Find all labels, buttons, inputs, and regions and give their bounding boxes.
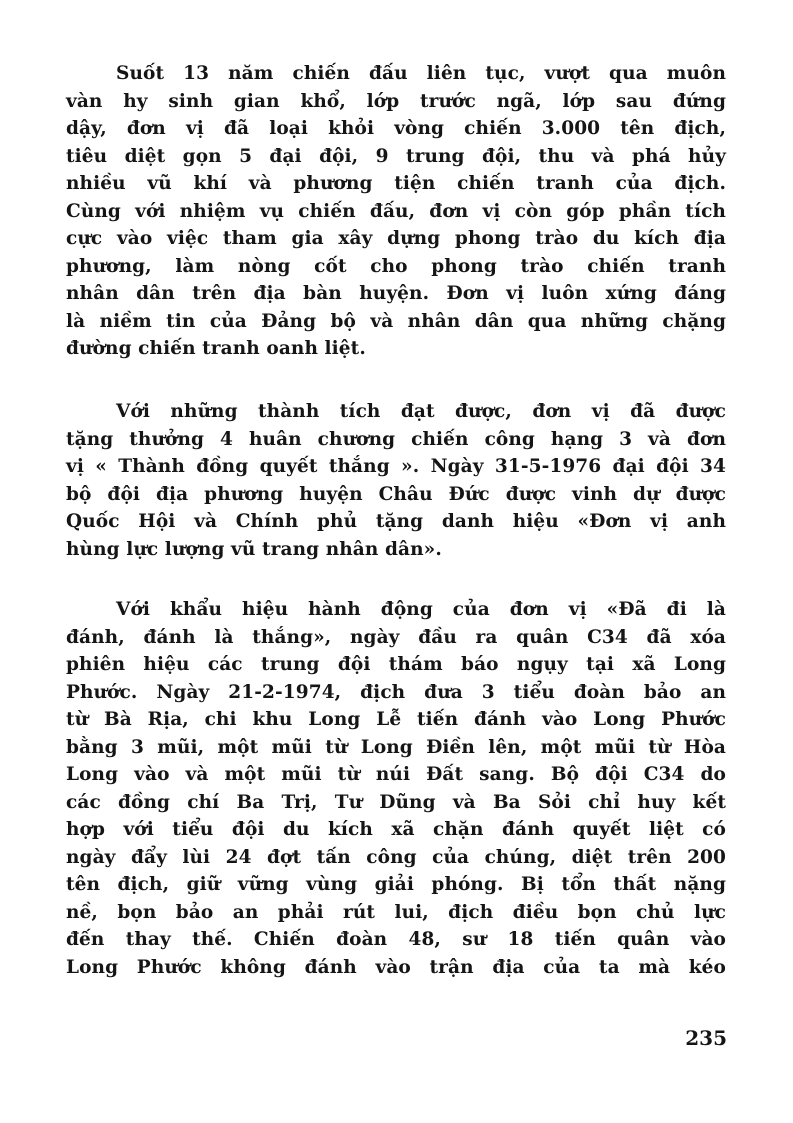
text-line: Phước. Ngày 21-2-1974, địch đưa 3 tiểu đoàn bảo an	[66, 681, 726, 703]
text-line: vàn hy sinh gian khổ, lớp trước ngã, lớp sau đứng	[66, 90, 726, 112]
text-line: Với khẩu hiệu hành động của đơn vị «Đã đi là	[116, 599, 726, 620]
text-line: bộ đội địa phương huyện Châu Đức được vinh dự được	[66, 483, 726, 505]
text-line: đường chiến tranh oanh liệt.	[66, 338, 366, 359]
text-line: Suốt 13 năm chiến đấu liên tục, vượt qua muôn	[116, 63, 726, 84]
text-line: tiêu diệt gọn 5 đại đội, 9 trung đội, thu và phá hủy	[66, 145, 726, 167]
text-line: Long Phước không đánh vào trận địa của ta mà kéo	[66, 956, 726, 978]
text-line: phương, làm nòng cốt cho phong trào chiến tranh	[66, 255, 726, 277]
text-line: tặng thưởng 4 huân chương chiến công hạng 3 và đơn	[66, 428, 726, 450]
text-line: Quốc Hội và Chính phủ tặng danh hiệu «Đơn vị anh	[66, 511, 726, 532]
text-line: hợp với tiểu đội du kích xã chặn đánh quyết liệt có	[66, 819, 726, 840]
text-line: dậy, đơn vị đã loại khỏi vòng chiến 3.000 tên địch,	[66, 118, 726, 139]
text-line: phiên hiệu các trung đội thám báo ngụy tại xã Long	[66, 654, 726, 675]
text-line: nhân dân trên địa bàn huyện. Đơn vị luôn xứng đáng	[66, 283, 726, 304]
text-line: ngày đẩy lùi 24 đợt tấn công của chúng, diệt trên 200	[66, 846, 726, 868]
text-line: Long vào và một mũi từ núi Đất sang. Bộ đội C34 do	[66, 764, 726, 785]
text-line: cực vào việc tham gia xây dựng phong trào du kích địa	[66, 228, 726, 249]
text-line: từ Bà Rịa, chi khu Long Lễ tiến đánh vào Long Phước	[66, 709, 726, 730]
paragraph-3	[66, 596, 726, 981]
text-line: nề, bọn bảo an phải rút lui, địch điều bọn chủ lực	[66, 901, 726, 923]
text-line: đến thay thế. Chiến đoàn 48, sư 18 tiến quân vào	[66, 929, 726, 950]
paragraph-1	[66, 60, 726, 363]
text-line: Cùng với nhiệm vụ chiến đấu, đơn vị còn góp phần tích	[66, 200, 726, 222]
text-line: bằng 3 mũi, một mũi từ Long Điền lên, một mũi từ Hòa	[66, 736, 726, 758]
text-line: đánh, đánh là thắng», ngày đầu ra quân C34 đã xóa	[66, 626, 726, 648]
text-line: các đồng chí Ba Trị, Tư Dũng và Ba Sỏi chỉ huy kết	[66, 791, 726, 813]
paragraph-2	[66, 398, 726, 563]
text-line: hùng lực lượng vũ trang nhân dân».	[66, 538, 442, 560]
text-line: tên địch, giữ vững vùng giải phóng. Bị tổn thất nặng	[66, 874, 726, 895]
text-line: nhiều vũ khí và phương tiện chiến tranh của địch.	[66, 173, 726, 194]
text-line: là niềm tin của Đảng bộ và nhân dân qua những chặng	[66, 310, 726, 332]
text-line: vị « Thành đồng quyết thắng ». Ngày 31-5-1976 đại đội 34	[66, 456, 726, 477]
text-line: Với những thành tích đạt được, đơn vị đã được	[116, 401, 726, 422]
page-number: 235	[685, 1026, 727, 1050]
